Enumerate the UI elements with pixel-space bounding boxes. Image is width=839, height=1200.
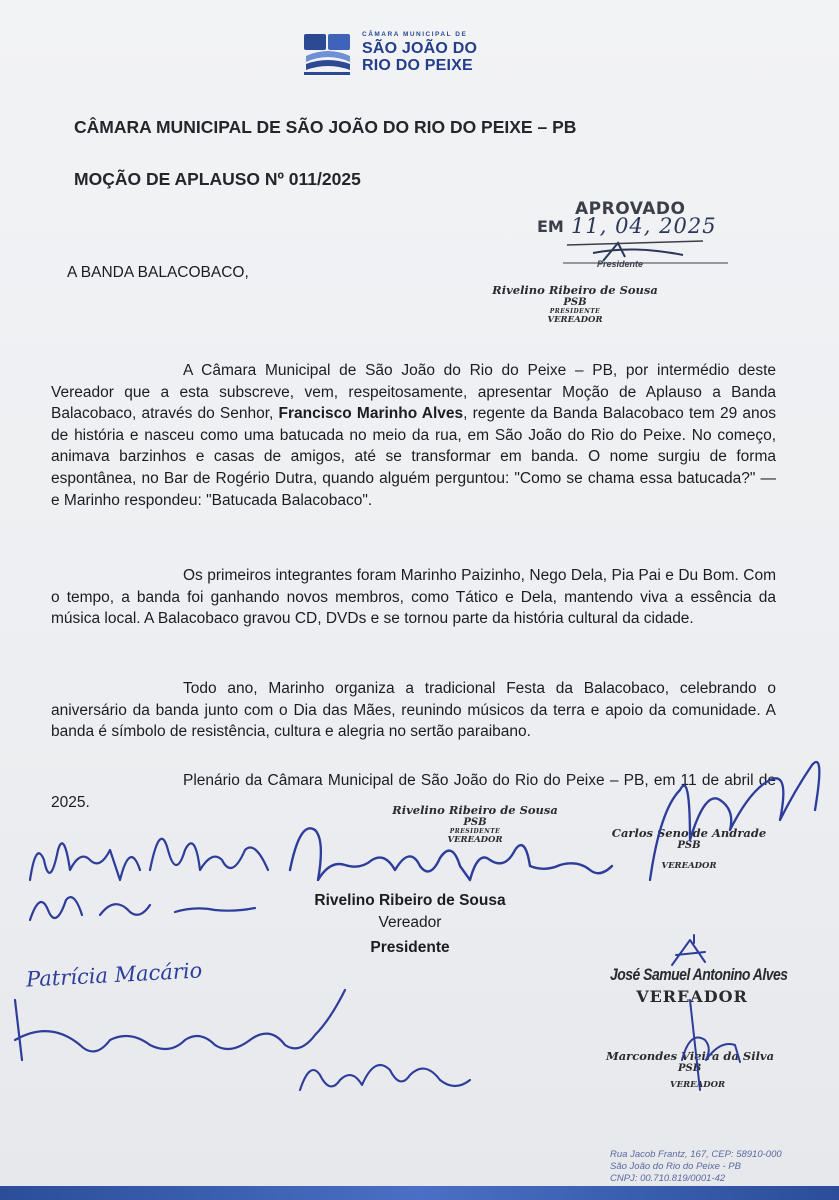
signer-role: Vereador xyxy=(378,914,442,931)
councilor-carlos-party: PSB xyxy=(677,840,701,851)
body-paragraph-3: Todo ano, Marinho organiza a tradicional Festa da Balacobaco, celebrando o aniversário da banda junto com o Dia das Mães, reunindo músicos da terra e apoio da comunidade. A banda é símbolo de resistência, cultura e alegria no sertão paraibano. xyxy=(51,680,776,741)
footer-stripe xyxy=(0,1186,839,1200)
stamp-signature-icon xyxy=(563,235,733,265)
stamp-president-label: Presidente xyxy=(597,259,644,269)
handwritten-name-patricia: Patrícia Macário xyxy=(25,958,203,992)
stamp-president-role: VEREADOR xyxy=(547,315,603,325)
signature-second-line xyxy=(30,897,255,920)
president-stamp-block xyxy=(470,283,680,325)
stamp-president-party: PSB xyxy=(563,297,587,308)
councilor-carlos-role: VEREADOR xyxy=(661,861,717,871)
logo-title-line1: SÃO JOÃO DO xyxy=(362,40,478,57)
logo-title-line2: RIO DO PEIXE xyxy=(362,57,473,74)
p1-text-a: A Câmara Municipal de São João do Rio do Peixe – PB, por intermédio deste Vereador que a esta subscreve, vem, respeitosamente, apresentar Moção de Aplauso a Banda Balacobaco, através do Senhor, xyxy=(51,362,776,423)
stamp2-president-role: VEREADOR xyxy=(447,835,503,845)
footer-city: São João do Rio do Peixe - PB xyxy=(610,1161,741,1172)
closing-line: Plenário da Câmara Municipal de São João do Rio do Peixe – PB, em 11 de abril de 2025. xyxy=(51,772,776,811)
chamber-logo xyxy=(302,28,492,78)
honoree-name: Francisco Marinho Alves xyxy=(278,405,464,423)
councilor-jose-name: José Samuel Antonino Alves xyxy=(610,965,788,984)
p1-text-b: , regente da Banda Balacobaco tem 29 anos de história e nasceu como uma batucada no meio da rua, em São João do Rio do Peixe. No começo, animava barzinhos e casas de amigos, até se transformar em banda. O nome surgiu de forma espontânea, no Bar de Rogério Dutra, quando alguém perguntou: "Como se chama essa batucada?" — e Marinho respondeu: "Batucada Balacobaco". xyxy=(51,405,776,509)
signer-name: Rivelino Ribeiro de Sousa xyxy=(314,892,506,909)
councilor-carlos-name: Carlos Seno de Andrade xyxy=(611,826,767,840)
greeting: A BANDA BALACOBACO, xyxy=(67,264,249,281)
body-paragraph-2: Os primeiros integrantes foram Marinho Paizinho, Nego Dela, Pia Pai e Du Bom. Com o tempo, a banda foi ganhando novos membros, como Tático e Dela, mantendo viva a essência da música local. A Balacobaco gravou CD, DVDs e se tornou parte da história cultural da cidade. xyxy=(51,567,776,628)
stamp-president-name: Rivelino Ribeiro de Sousa xyxy=(492,283,658,297)
stamp-president-title: PRESIDENTE xyxy=(549,308,601,315)
motion-number: MOÇÃO DE APLAUSO Nº 011/2025 xyxy=(74,169,361,189)
logo-subtitle: CÂMARA MUNICIPAL DE xyxy=(362,31,468,38)
councilor-jose-block xyxy=(592,965,792,1006)
stamp2-president-name: Rivelino Ribeiro de Sousa xyxy=(392,803,558,817)
address-footer xyxy=(610,1149,782,1185)
approval-stamp xyxy=(535,197,735,277)
councilor-marcondes-party: PSB xyxy=(678,1063,702,1074)
stamp-date: 11, 04, 2025 xyxy=(571,214,717,238)
councilor-marcondes-name: Marcondes Vieira da Silva xyxy=(606,1049,775,1063)
signature-fernando xyxy=(15,990,345,1060)
signature-antonio xyxy=(30,839,268,880)
body-paragraph-1 xyxy=(51,360,776,511)
councilor-marcondes-role: VEREADOR xyxy=(670,1080,726,1090)
councilor-carlos-block xyxy=(604,826,774,871)
document-heading: CÂMARA MUNICIPAL DE SÃO JOÃO DO RIO DO PEIXE – PB xyxy=(74,117,577,137)
stamp-em-label: EM xyxy=(537,217,564,236)
stamp2-president-party: PSB xyxy=(463,817,487,828)
signer-title: Presidente xyxy=(370,939,450,956)
president-stamp-block-2 xyxy=(370,803,580,845)
chamber-emblem-icon xyxy=(302,32,354,76)
footer-cnpj: CNPJ: 00.710.819/0001-42 xyxy=(610,1173,726,1184)
councilor-jose-role: VEREADOR xyxy=(636,987,748,1006)
stamp-approved-label: APROVADO xyxy=(575,199,686,219)
signature-sheila xyxy=(300,1065,470,1090)
stamp2-president-title: PRESIDENTE xyxy=(449,828,501,835)
councilor-marcondes-block xyxy=(606,1049,786,1090)
signature-jose xyxy=(672,935,705,965)
footer-address: Rua Jacob Frantz, 167, CEP: 58910-000 xyxy=(610,1149,782,1160)
